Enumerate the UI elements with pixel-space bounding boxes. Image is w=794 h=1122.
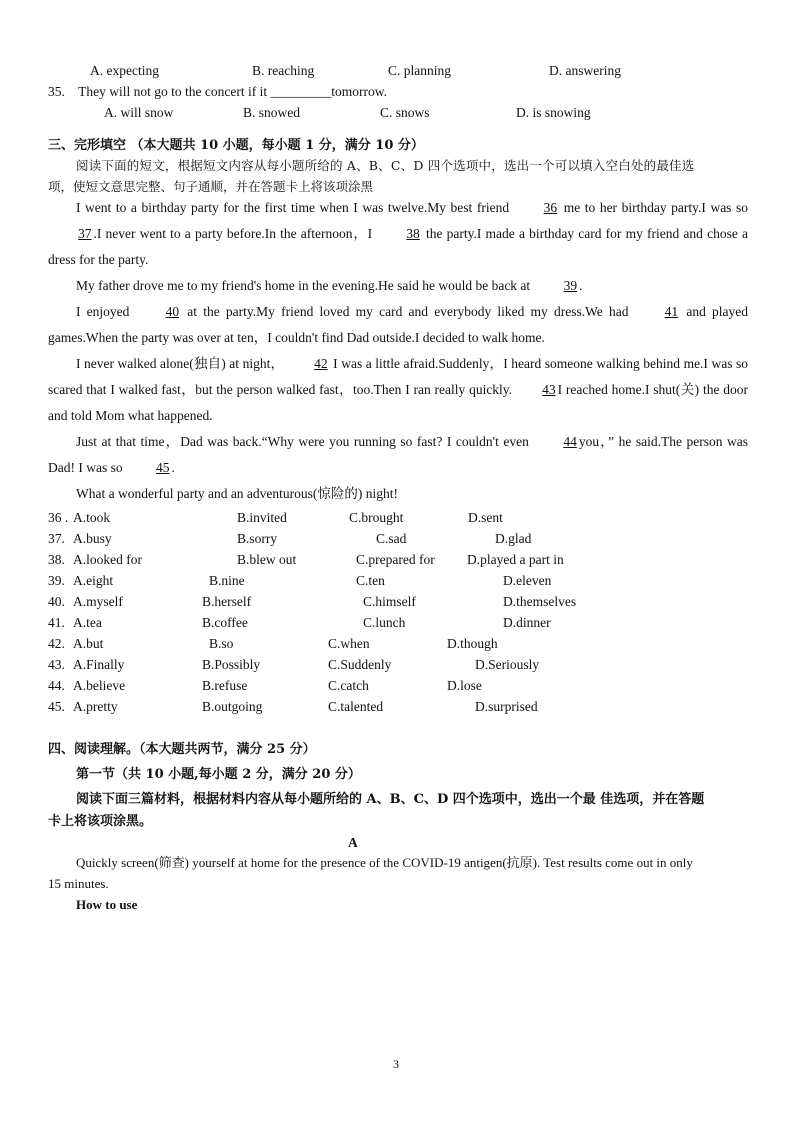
cloze-paragraph-5: Just at that time，Dad was back.“Why were you running so fast? I couldn't even 44 you，” he said.The person was Dad! I was so 45 .	[48, 429, 748, 481]
q35-stem	[48, 84, 387, 100]
blank-45: 45	[155, 460, 170, 475]
option-b: B.refuse	[202, 678, 248, 693]
blank-42: 42	[314, 356, 328, 371]
q34-option-c: C. planning	[388, 63, 451, 78]
option-b: B.sorry	[237, 531, 278, 546]
section4-part1-title: 第一节（共 10 小题,每小题 2 分，满分 20 分）	[76, 767, 361, 782]
question-number: 38.	[48, 552, 65, 567]
option-d: D.Seriously	[475, 657, 540, 672]
cloze-passage	[48, 195, 748, 507]
q34-option-a: A. expecting	[90, 63, 159, 78]
option-c: C.sad	[376, 531, 407, 546]
q35-option-b: B. snowed	[243, 105, 300, 120]
option-d: D.though	[447, 636, 498, 651]
option-d: D.sent	[468, 510, 503, 525]
option-b: B.nine	[209, 573, 245, 588]
page-number: 3	[393, 1057, 399, 1071]
passage-a-line-2: 15 minutes.	[48, 876, 109, 891]
blank-36: 36	[543, 200, 558, 215]
cloze-paragraph-4: I never walked alone(独自) at night， 42 I was a little afraid.Suddenly，I heard someone walking behind me.I was so scared that I walked fast，but the person walked fast，too.Then I ran really quickly. 43 I reached home.I shut(关) the door and told Mom what happened.	[48, 351, 748, 429]
q35-option-d: D. is snowing	[516, 105, 591, 120]
blank-41: 41	[664, 304, 679, 319]
option-c: C.himself	[363, 594, 416, 609]
option-a: A.myself	[73, 594, 123, 609]
option-c: C.lunch	[363, 615, 406, 630]
option-a: A.believe	[73, 678, 126, 693]
cloze-paragraph-3: I enjoyed 40 at the party.My friend loved my card and everybody liked my dress.We had 41 and played games.When the party was over at ten，I couldn't find Dad outside.I decided to walk home.	[48, 299, 748, 351]
option-c: C.talented	[328, 699, 384, 714]
option-b: B.coffee	[202, 615, 248, 630]
option-d: D.lose	[447, 678, 482, 693]
question-number: 42.	[48, 636, 65, 651]
option-a: A.Finally	[73, 657, 125, 672]
q35-option-a: A. will snow	[104, 105, 174, 120]
section4-instruction-2: 卡上将该项涂黑。	[48, 814, 153, 829]
q34-option-b: B. reaching	[252, 63, 315, 78]
cloze-paragraph-1: I went to a birthday party for the first time when I was twelve.My best friend 36 me to her birthday party.I was so 37 .I never went to a party before.In the afternoon，I 38 the party.I made a birthday card for my friend and chose a dress for the party.	[48, 195, 748, 273]
q35-number: 35.	[48, 84, 65, 99]
q35-stem-before: They will not go to the concert if it	[78, 84, 271, 99]
question-number: 36 .	[48, 510, 69, 525]
option-c: C.catch	[328, 678, 369, 693]
question-number: 39.	[48, 573, 65, 588]
section3-instruction-2: 项，使短文意思完整、句子通顺，并在答题卡上将该项涂黑	[48, 179, 374, 194]
blank-44: 44	[563, 434, 577, 449]
option-a: A.but	[73, 636, 104, 651]
section4-instruction-1: 阅读下面三篇材料，根据材料内容从每小题所给的 A、B、C、D 四个选项中，选出一个最 佳选项，并在答题	[76, 792, 705, 807]
blank-40: 40	[165, 304, 180, 319]
option-a: A.eight	[73, 573, 114, 588]
question-number: 43.	[48, 657, 65, 672]
option-b: B.Possibly	[202, 657, 261, 672]
question-number: 40.	[48, 594, 65, 609]
option-d: D.dinner	[503, 615, 551, 630]
option-a: A.took	[73, 510, 111, 525]
q35-blank: _________	[270, 84, 332, 99]
option-a: A.looked for	[73, 552, 142, 567]
question-number: 41.	[48, 615, 65, 630]
option-b: B.herself	[202, 594, 252, 609]
section3-title: 三、完形填空 （本大题共 10 小题，每小题 1 分，满分 10 分）	[48, 138, 424, 153]
option-d: D.glad	[495, 531, 532, 546]
question-number: 44.	[48, 678, 65, 693]
cloze-paragraph-2: My father drove me to my friend's home in the evening.He said he would be back at 39 .	[48, 273, 748, 299]
passage-a-line-1: Quickly screen(筛查) yourself at home for the presence of the COVID-19 antigen(抗原). Test results come out in only	[76, 855, 693, 870]
option-c: C.Suddenly	[328, 657, 392, 672]
option-b: B.outgoing	[202, 699, 263, 714]
option-a: A.busy	[73, 531, 112, 546]
blank-39: 39	[563, 278, 578, 293]
question-number: 45.	[48, 699, 65, 714]
cloze-paragraph-6: What a wonderful party and an adventurous(惊险的) night!	[76, 486, 399, 501]
option-c: C.when	[328, 636, 370, 651]
option-d: D.themselves	[503, 594, 577, 609]
section3-instruction-1: 阅读下面的短文，根据短文内容从每小题所给的 A、B、C、D 四个选项中，选出一个可以填入空白处的最佳选	[76, 158, 695, 173]
option-b: B.blew out	[237, 552, 297, 567]
option-a: A.tea	[73, 615, 102, 630]
option-d: D.surprised	[475, 699, 538, 714]
option-d: D.played a part in	[467, 552, 564, 567]
option-b: B.invited	[237, 510, 287, 525]
how-to-use-heading: How to use	[76, 897, 138, 912]
option-c: C.brought	[349, 510, 404, 525]
section4-title: 四、阅读理解。（本大题共两节，满分 25 分）	[48, 742, 316, 757]
q35-option-c: C. snows	[380, 105, 430, 120]
question-number: 37.	[48, 531, 65, 546]
blank-37: 37	[78, 226, 92, 241]
q35-stem-after: tomorrow.	[331, 84, 387, 99]
option-d: D.eleven	[503, 573, 552, 588]
option-a: A.pretty	[73, 699, 118, 714]
option-c: C.prepared for	[356, 552, 435, 567]
blank-43: 43	[542, 382, 556, 397]
option-b: B.so	[209, 636, 234, 651]
passage-letter: A	[348, 835, 358, 850]
blank-38: 38	[406, 226, 420, 241]
option-c: C.ten	[356, 573, 385, 588]
q34-option-d: D. answering	[549, 63, 621, 78]
